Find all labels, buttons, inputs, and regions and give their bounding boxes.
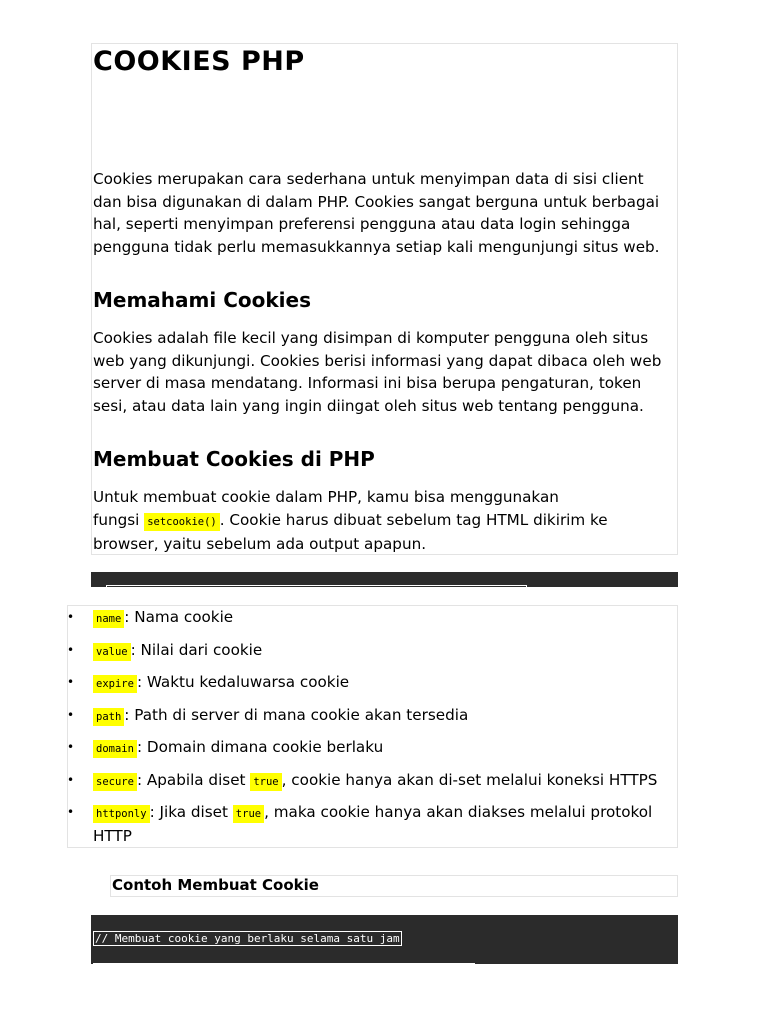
signature-code: setcookie(name, value, expire, path, domain, secure, httponly); — [108, 586, 526, 599]
param-desc: : Waktu kedaluwarsa cookie — [136, 673, 350, 691]
param-code-true: true — [250, 773, 281, 791]
param-desc: : Nama cookie — [124, 608, 234, 626]
param-desc: : Apabila diset — [136, 770, 251, 789]
param-code: httponly — [93, 805, 150, 823]
signature-code-block — [91, 572, 678, 599]
memahami-paragraph: Cookies adalah file kecil yang disimpan di komputer pengguna oleh situs web yang dikunjungi. Cookies berisi informasi yang dapat dibaca oleh web server di masa mendatang. Informasi ini bisa berupa pengaturan, token sesi, atau data lain yang ingin diingat oleh situs web tentang pengguna. — [93, 329, 662, 415]
code-line: setcookie("user", "nama_pengguna", time() + (3600), "/"); — [95, 964, 473, 977]
param-code: secure — [93, 773, 137, 791]
param-desc: : Domain dimana cookie berlaku — [136, 738, 384, 756]
section-heading-membuat: Membuat Cookies di PHP — [93, 447, 375, 471]
membuat-text-line1: Untuk membuat cookie dalam PHP, kamu bisa menggunakan — [93, 488, 559, 506]
params-list — [67, 606, 673, 847]
intro-paragraph: Cookies merupakan cara sederhana untuk menyimpan data di sisi client dan bisa digunakan di dalam PHP. Cookies sangat berguna untuk berbagai hal, seperti menyimpan preferensi pengguna atau data login sehingga pengguna tidak perlu memasukkannya setiap kali mengunjungi situs web. — [93, 170, 660, 256]
example-title: Contoh Membuat Cookie — [112, 876, 319, 894]
page-title: COOKIES PHP — [93, 46, 305, 77]
membuat-paragraph — [93, 486, 677, 556]
list-item — [67, 769, 673, 802]
bullet-icon: • — [67, 675, 75, 689]
bullet-icon: • — [67, 642, 75, 657]
membuat-text-suffix: . Cookie harus dibuat sebelum tag HTML dikirim ke — [219, 510, 608, 529]
param-code: domain — [93, 740, 137, 758]
bullet-icon: • — [67, 772, 75, 787]
bullet-icon: • — [67, 707, 75, 722]
setcookie-inline-code: setcookie() — [144, 513, 220, 531]
list-item — [67, 736, 673, 769]
param-desc-2: , maka cookie hanya akan diakses melalui protokol HTTP — [93, 803, 653, 845]
membuat-text-line3: browser, yaitu sebelum ada output apapun. — [93, 535, 427, 553]
list-item — [67, 606, 673, 639]
bullet-icon: • — [67, 740, 75, 754]
param-code: value — [93, 643, 131, 661]
list-item — [67, 639, 673, 672]
list-item — [67, 671, 673, 704]
param-desc-2: , cookie hanya akan di-set melalui koneksi HTTPS — [281, 770, 658, 789]
code-comment: // Membuat cookie yang berlaku selama satu jam — [95, 932, 400, 945]
example-code-block — [91, 915, 678, 977]
param-desc: : Nilai dari cookie — [130, 640, 263, 659]
param-code: expire — [93, 675, 137, 693]
section-heading-memahami: Memahami Cookies — [93, 288, 311, 312]
param-code: name — [93, 610, 124, 628]
bullet-icon: • — [67, 805, 75, 819]
param-code-true: true — [233, 805, 264, 823]
param-desc: : Jika diset — [149, 803, 233, 821]
param-desc: : Path di server di mana cookie akan tersedia — [124, 705, 469, 724]
membuat-text-prefix: fungsi — [93, 510, 145, 529]
bullet-icon: • — [67, 610, 75, 624]
list-item — [67, 704, 673, 737]
list-item — [67, 801, 673, 847]
param-code: path — [93, 708, 124, 726]
